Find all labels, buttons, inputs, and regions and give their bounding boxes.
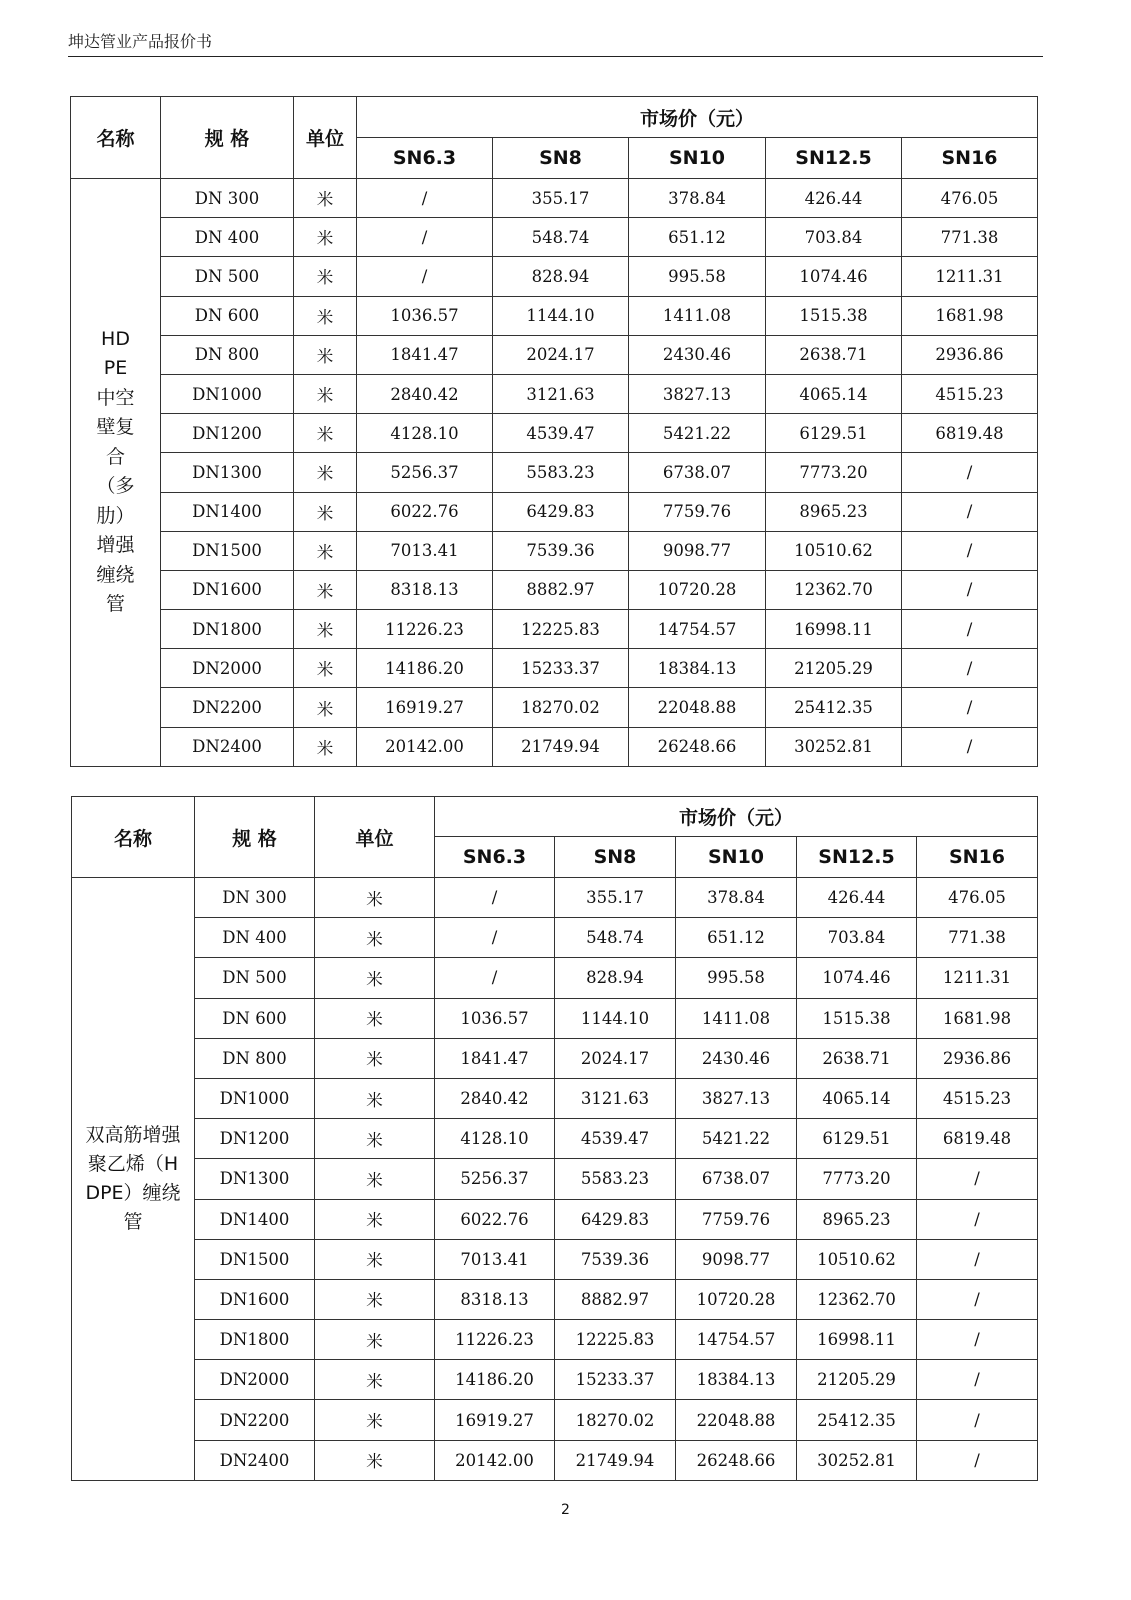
- price-cell: 476.05: [902, 179, 1038, 218]
- price-cell: 8882.97: [493, 570, 629, 609]
- price-cell: 8882.97: [555, 1279, 676, 1319]
- price-cell: 21205.29: [797, 1360, 917, 1400]
- spec-cell: DN1000: [161, 374, 294, 413]
- price-cell: 21205.29: [766, 649, 902, 688]
- table-row: [71, 727, 1038, 766]
- price-cell: 378.84: [629, 179, 766, 218]
- price-cell: 10720.28: [629, 570, 766, 609]
- table-row: [72, 1360, 1038, 1400]
- price-cell: 1074.46: [766, 257, 902, 296]
- price-cell: 378.84: [676, 878, 797, 918]
- product-name-cell: [71, 179, 161, 767]
- table-row: [71, 531, 1038, 570]
- column-header-grade: SN10: [676, 837, 797, 878]
- price-cell: /: [357, 218, 493, 257]
- price-cell: /: [902, 570, 1038, 609]
- unit-cell: 米: [315, 998, 435, 1038]
- price-cell: 3827.13: [629, 374, 766, 413]
- price-cell: /: [917, 1400, 1038, 1440]
- spec-cell: DN 400: [161, 218, 294, 257]
- price-cell: 10720.28: [676, 1279, 797, 1319]
- price-cell: 355.17: [493, 179, 629, 218]
- price-cell: 18384.13: [676, 1360, 797, 1400]
- price-cell: 2936.86: [902, 335, 1038, 374]
- price-cell: 12362.70: [797, 1279, 917, 1319]
- table-body: [71, 179, 1038, 767]
- price-cell: 12225.83: [555, 1320, 676, 1360]
- column-header-grade: SN6.3: [357, 138, 493, 179]
- column-header-grade: SN8: [555, 837, 676, 878]
- price-cell: 1211.31: [902, 257, 1038, 296]
- price-cell: 11226.23: [357, 610, 493, 649]
- spec-cell: DN 500: [161, 257, 294, 296]
- unit-cell: 米: [315, 1279, 435, 1319]
- price-cell: 7759.76: [676, 1199, 797, 1239]
- unit-cell: 米: [315, 1360, 435, 1400]
- unit-cell: 米: [315, 1038, 435, 1078]
- price-table-hdpe-hollow-wall: [70, 96, 1038, 767]
- spec-cell: DN2400: [195, 1440, 315, 1480]
- price-cell: 548.74: [493, 218, 629, 257]
- unit-cell: 米: [294, 727, 357, 766]
- unit-cell: 米: [294, 296, 357, 335]
- column-header-grade: SN12.5: [766, 138, 902, 179]
- unit-cell: 米: [315, 1199, 435, 1239]
- price-cell: 1841.47: [357, 335, 493, 374]
- unit-cell: 米: [315, 1320, 435, 1360]
- price-cell: 21749.94: [555, 1440, 676, 1480]
- spec-cell: DN1800: [161, 610, 294, 649]
- price-cell: 9098.77: [676, 1239, 797, 1279]
- table-row: [72, 958, 1038, 998]
- unit-cell: 米: [294, 570, 357, 609]
- spec-cell: DN 800: [161, 335, 294, 374]
- unit-cell: 米: [315, 1239, 435, 1279]
- price-cell: 2430.46: [629, 335, 766, 374]
- price-cell: 26248.66: [676, 1440, 797, 1480]
- column-header-grade: SN6.3: [435, 837, 555, 878]
- price-cell: /: [902, 531, 1038, 570]
- price-cell: 6738.07: [629, 453, 766, 492]
- price-cell: 7013.41: [435, 1239, 555, 1279]
- table-row: [71, 453, 1038, 492]
- price-cell: 7773.20: [797, 1159, 917, 1199]
- price-cell: 4539.47: [555, 1119, 676, 1159]
- price-cell: 5583.23: [493, 453, 629, 492]
- price-cell: 7013.41: [357, 531, 493, 570]
- price-cell: 6129.51: [766, 414, 902, 453]
- price-cell: 2638.71: [766, 335, 902, 374]
- price-cell: 4539.47: [493, 414, 629, 453]
- price-cell: 6129.51: [797, 1119, 917, 1159]
- price-cell: 14754.57: [629, 610, 766, 649]
- product-name: 双高筋增强聚乙烯（HDPE）缠绕管: [85, 1123, 181, 1233]
- header-title: 坤达管业产品报价书: [68, 32, 213, 51]
- price-cell: 1411.08: [676, 998, 797, 1038]
- unit-cell: 米: [315, 1078, 435, 1118]
- spec-cell: DN2200: [195, 1400, 315, 1440]
- spec-cell: DN2000: [195, 1360, 315, 1400]
- spec-cell: DN1300: [195, 1159, 315, 1199]
- unit-cell: 米: [294, 688, 357, 727]
- price-cell: 22048.88: [676, 1400, 797, 1440]
- price-cell: 20142.00: [357, 727, 493, 766]
- unit-cell: 米: [294, 335, 357, 374]
- price-cell: 1515.38: [797, 998, 917, 1038]
- spec-cell: DN 300: [195, 878, 315, 918]
- product-name-cell: [72, 878, 195, 1481]
- unit-cell: 米: [294, 218, 357, 257]
- price-cell: 16998.11: [766, 610, 902, 649]
- price-cell: /: [435, 958, 555, 998]
- spec-cell: DN 300: [161, 179, 294, 218]
- price-cell: /: [902, 688, 1038, 727]
- price-cell: 8965.23: [797, 1199, 917, 1239]
- price-cell: 828.94: [493, 257, 629, 296]
- page-number: 2: [561, 1502, 570, 1518]
- unit-cell: 米: [315, 1159, 435, 1199]
- column-header-grade: SN10: [629, 138, 766, 179]
- spec-cell: DN1400: [195, 1199, 315, 1239]
- column-header-spec: 规 格: [195, 797, 315, 878]
- page-header: [68, 32, 1043, 57]
- spec-cell: DN1800: [195, 1320, 315, 1360]
- table-row: [71, 374, 1038, 413]
- price-cell: 22048.88: [629, 688, 766, 727]
- price-cell: 26248.66: [629, 727, 766, 766]
- price-cell: 7773.20: [766, 453, 902, 492]
- table-row: [72, 1038, 1038, 1078]
- price-cell: 2430.46: [676, 1038, 797, 1078]
- price-cell: /: [902, 649, 1038, 688]
- price-cell: /: [902, 453, 1038, 492]
- price-cell: 14186.20: [435, 1360, 555, 1400]
- column-header-name: 名称: [71, 97, 161, 179]
- table-row: [71, 218, 1038, 257]
- price-cell: 2936.86: [917, 1038, 1038, 1078]
- price-cell: 426.44: [797, 878, 917, 918]
- price-cell: /: [917, 1159, 1038, 1199]
- price-cell: 4065.14: [766, 374, 902, 413]
- price-cell: 1681.98: [902, 296, 1038, 335]
- price-cell: 9098.77: [629, 531, 766, 570]
- table-row: [72, 1239, 1038, 1279]
- price-cell: 5421.22: [676, 1119, 797, 1159]
- unit-cell: 米: [315, 1119, 435, 1159]
- price-cell: 6022.76: [435, 1199, 555, 1239]
- price-cell: /: [357, 179, 493, 218]
- price-cell: 426.44: [766, 179, 902, 218]
- column-header-market-price: 市场价（元）: [435, 797, 1038, 837]
- price-cell: 1841.47: [435, 1038, 555, 1078]
- column-header-unit: 单位: [294, 97, 357, 179]
- price-cell: 1515.38: [766, 296, 902, 335]
- unit-cell: 米: [294, 453, 357, 492]
- price-cell: 771.38: [902, 218, 1038, 257]
- price-cell: 6819.48: [902, 414, 1038, 453]
- price-cell: 4065.14: [797, 1078, 917, 1118]
- price-cell: 703.84: [766, 218, 902, 257]
- price-cell: 16998.11: [797, 1320, 917, 1360]
- price-cell: 8965.23: [766, 492, 902, 531]
- table-row: [72, 878, 1038, 918]
- unit-cell: 米: [294, 414, 357, 453]
- unit-cell: 米: [294, 649, 357, 688]
- spec-cell: DN2200: [161, 688, 294, 727]
- price-cell: 476.05: [917, 878, 1038, 918]
- spec-cell: DN2400: [161, 727, 294, 766]
- column-header-market-price: 市场价（元）: [357, 97, 1038, 138]
- price-cell: /: [917, 1199, 1038, 1239]
- table-row: [72, 1279, 1038, 1319]
- price-cell: 995.58: [676, 958, 797, 998]
- price-cell: 6429.83: [555, 1199, 676, 1239]
- spec-cell: DN1500: [195, 1239, 315, 1279]
- unit-cell: 米: [294, 492, 357, 531]
- price-cell: 12225.83: [493, 610, 629, 649]
- price-cell: /: [917, 1360, 1038, 1400]
- price-cell: 10510.62: [797, 1239, 917, 1279]
- price-cell: 995.58: [629, 257, 766, 296]
- price-cell: 25412.35: [766, 688, 902, 727]
- table-row: [72, 1199, 1038, 1239]
- price-cell: 1681.98: [917, 998, 1038, 1038]
- price-cell: 771.38: [917, 918, 1038, 958]
- price-cell: 18270.02: [555, 1400, 676, 1440]
- spec-cell: DN1200: [195, 1119, 315, 1159]
- spec-cell: DN2000: [161, 649, 294, 688]
- price-cell: 16919.27: [435, 1400, 555, 1440]
- price-cell: 2638.71: [797, 1038, 917, 1078]
- price-cell: /: [357, 257, 493, 296]
- column-header-grade: SN12.5: [797, 837, 917, 878]
- price-cell: /: [902, 610, 1038, 649]
- price-cell: 25412.35: [797, 1400, 917, 1440]
- unit-cell: 米: [315, 918, 435, 958]
- price-cell: /: [917, 1279, 1038, 1319]
- column-header-name: 名称: [72, 797, 195, 878]
- price-cell: 1211.31: [917, 958, 1038, 998]
- price-cell: /: [902, 492, 1038, 531]
- table-row: [71, 570, 1038, 609]
- price-cell: 1144.10: [493, 296, 629, 335]
- price-cell: 8318.13: [435, 1279, 555, 1319]
- price-cell: 7539.36: [555, 1239, 676, 1279]
- spec-cell: DN 500: [195, 958, 315, 998]
- price-cell: 5256.37: [357, 453, 493, 492]
- table-row: [71, 335, 1038, 374]
- price-cell: 7539.36: [493, 531, 629, 570]
- price-cell: 1036.57: [357, 296, 493, 335]
- spec-cell: DN 800: [195, 1038, 315, 1078]
- spec-cell: DN 600: [195, 998, 315, 1038]
- price-cell: /: [917, 1320, 1038, 1360]
- price-cell: 2840.42: [357, 374, 493, 413]
- price-cell: 15233.37: [493, 649, 629, 688]
- price-cell: 3121.63: [493, 374, 629, 413]
- price-cell: 1036.57: [435, 998, 555, 1038]
- price-cell: 355.17: [555, 878, 676, 918]
- table-row: [71, 688, 1038, 727]
- price-cell: 12362.70: [766, 570, 902, 609]
- price-cell: 5256.37: [435, 1159, 555, 1199]
- price-cell: 5583.23: [555, 1159, 676, 1199]
- unit-cell: 米: [294, 610, 357, 649]
- table-row: [72, 1440, 1038, 1480]
- spec-cell: DN1300: [161, 453, 294, 492]
- unit-cell: 米: [315, 1400, 435, 1440]
- product-name: HDPE中空壁复合（多肋）增强缠绕管: [96, 327, 135, 616]
- price-cell: 2024.17: [493, 335, 629, 374]
- price-cell: 3121.63: [555, 1078, 676, 1118]
- price-cell: 16919.27: [357, 688, 493, 727]
- price-cell: 651.12: [676, 918, 797, 958]
- price-cell: 21749.94: [493, 727, 629, 766]
- price-cell: 14186.20: [357, 649, 493, 688]
- table-row: [71, 414, 1038, 453]
- price-cell: 10510.62: [766, 531, 902, 570]
- spec-cell: DN1400: [161, 492, 294, 531]
- price-cell: 828.94: [555, 958, 676, 998]
- price-cell: 30252.81: [797, 1440, 917, 1480]
- column-header-grade: SN16: [902, 138, 1038, 179]
- table-row: [72, 1320, 1038, 1360]
- table-row: [71, 610, 1038, 649]
- price-cell: 651.12: [629, 218, 766, 257]
- price-cell: 4128.10: [357, 414, 493, 453]
- unit-cell: 米: [315, 958, 435, 998]
- price-cell: 1074.46: [797, 958, 917, 998]
- price-cell: 4515.23: [917, 1078, 1038, 1118]
- column-header-grade: SN8: [493, 138, 629, 179]
- price-cell: 6738.07: [676, 1159, 797, 1199]
- price-cell: /: [917, 1440, 1038, 1480]
- table-row: [71, 649, 1038, 688]
- spec-cell: DN1600: [161, 570, 294, 609]
- price-cell: 30252.81: [766, 727, 902, 766]
- table-row: [72, 998, 1038, 1038]
- price-cell: 1144.10: [555, 998, 676, 1038]
- price-cell: 6429.83: [493, 492, 629, 531]
- table-row: [71, 492, 1038, 531]
- price-cell: 11226.23: [435, 1320, 555, 1360]
- spec-cell: DN1500: [161, 531, 294, 570]
- unit-cell: 米: [294, 179, 357, 218]
- spec-cell: DN 600: [161, 296, 294, 335]
- price-cell: /: [917, 1239, 1038, 1279]
- price-cell: /: [902, 727, 1038, 766]
- price-cell: 548.74: [555, 918, 676, 958]
- price-cell: 4515.23: [902, 374, 1038, 413]
- table-body: [72, 878, 1038, 1481]
- table-row: [72, 1078, 1038, 1118]
- column-header-unit: 单位: [315, 797, 435, 878]
- price-cell: 4128.10: [435, 1119, 555, 1159]
- price-cell: 1411.08: [629, 296, 766, 335]
- unit-cell: 米: [315, 878, 435, 918]
- price-cell: 18384.13: [629, 649, 766, 688]
- spec-cell: DN1200: [161, 414, 294, 453]
- price-cell: /: [435, 878, 555, 918]
- price-cell: 5421.22: [629, 414, 766, 453]
- price-cell: 14754.57: [676, 1320, 797, 1360]
- unit-cell: 米: [315, 1440, 435, 1480]
- column-header-grade: SN16: [917, 837, 1038, 878]
- price-cell: 7759.76: [629, 492, 766, 531]
- unit-cell: 米: [294, 374, 357, 413]
- spec-cell: DN 400: [195, 918, 315, 958]
- price-cell: 2024.17: [555, 1038, 676, 1078]
- price-cell: 15233.37: [555, 1360, 676, 1400]
- table-row: [71, 257, 1038, 296]
- table-row: [72, 1400, 1038, 1440]
- price-cell: 8318.13: [357, 570, 493, 609]
- price-cell: 703.84: [797, 918, 917, 958]
- table-row: [71, 179, 1038, 218]
- price-cell: 6819.48: [917, 1119, 1038, 1159]
- price-cell: 20142.00: [435, 1440, 555, 1480]
- unit-cell: 米: [294, 257, 357, 296]
- price-table-double-rib-hdpe: [71, 796, 1038, 1481]
- price-cell: 2840.42: [435, 1078, 555, 1118]
- table-row: [72, 1159, 1038, 1199]
- table-row: [72, 1119, 1038, 1159]
- price-cell: 6022.76: [357, 492, 493, 531]
- price-cell: 3827.13: [676, 1078, 797, 1118]
- unit-cell: 米: [294, 531, 357, 570]
- price-cell: 18270.02: [493, 688, 629, 727]
- column-header-spec: 规 格: [161, 97, 294, 179]
- price-cell: /: [435, 918, 555, 958]
- table-row: [71, 296, 1038, 335]
- table-row: [72, 918, 1038, 958]
- spec-cell: DN1600: [195, 1279, 315, 1319]
- spec-cell: DN1000: [195, 1078, 315, 1118]
